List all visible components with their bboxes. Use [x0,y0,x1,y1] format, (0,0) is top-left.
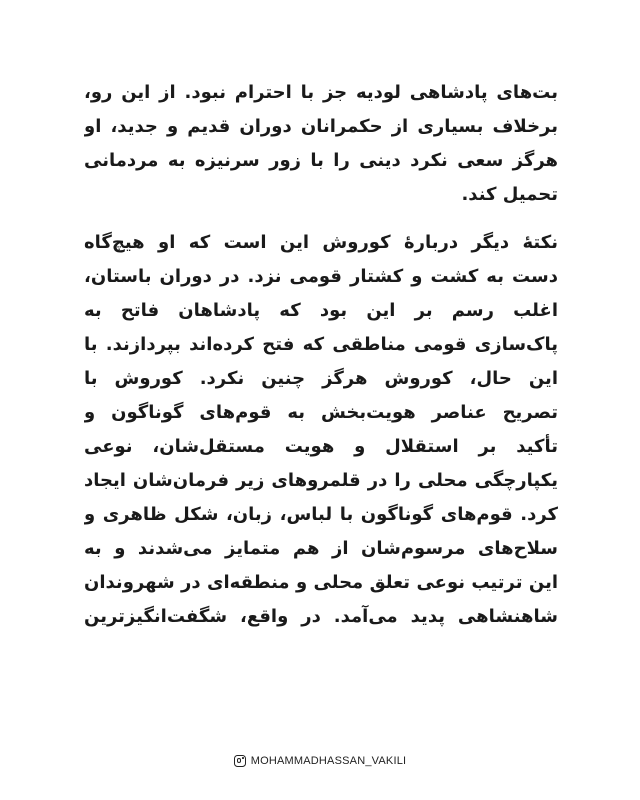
text-line: دست به کشت و کشتار قومی نزد. در دوران باستان، [84,266,558,287]
text-line: تحمیل کند. [461,184,558,205]
text-line: اغلب رسم بر این بود که پادشاهان فاتح به [84,300,558,321]
text-line: شاهنشاهی پدید می‌آمد. در واقع، شگفت‌انگیزترین [84,606,558,627]
paragraph-2 [84,226,558,634]
text-line: این حال، کوروش هرگز چنین نکرد. کوروش با [84,368,558,389]
text-line: این ترتیب نوعی تعلق محلی و منطقه‌ای در شهروندان [84,572,558,593]
text-line: برخلاف بسیاری از حکمرانان دوران قدیم و جدید، او [84,116,558,137]
text-line: هرگز سعی نکرد دینی را با زور سرنیزه به مردمانی [84,150,558,171]
text-line: تأکید بر استقلال و هویت مستقل‌شان، نوعی [84,436,558,457]
paragraph-1 [84,76,558,212]
text-line: بت‌های پادشاهی لودیه جز با احترام نبود. از این رو، [84,82,558,103]
instagram-icon [234,755,246,767]
watermark [0,751,640,771]
text-page [84,76,558,634]
text-line: کرد. قوم‌های گوناگون با لباس، زبان، شکل ظاهری و [84,504,558,525]
text-line: نکتهٔ دیگر دربارهٔ کوروش این است که او هیچ‌گاه [84,232,558,253]
text-line: تصریح عناصر هویت‌بخش به قوم‌های گوناگون و [84,402,558,423]
text-line: پاک‌سازی قومی مناطقی که فتح کرده‌اند بپردازند. با [84,334,558,355]
instagram-handle: MOHAMMADHASSAN_VAKILI [250,755,407,767]
text-line: سلاح‌های مرسوم‌شان از هم متمایز می‌شدند و به [84,538,558,559]
text-line: یکپارچگی محلی را در قلمروهای زیر فرمان‌شان ایجاد [84,470,558,491]
